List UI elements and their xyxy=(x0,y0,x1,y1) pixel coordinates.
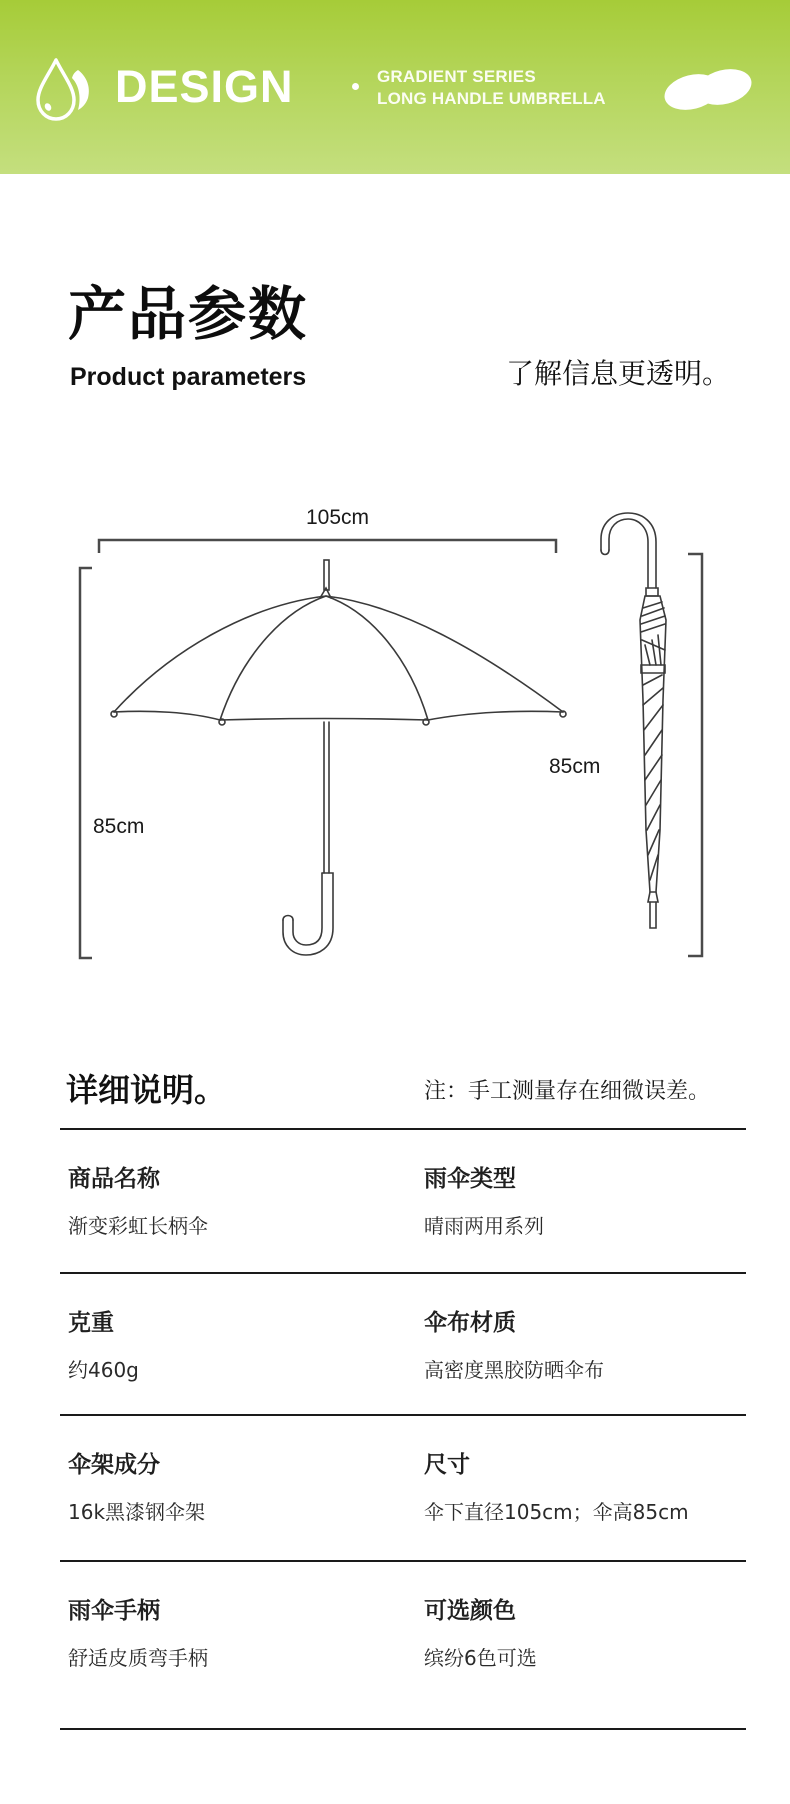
umbrella-diagram xyxy=(0,490,790,970)
series-line-2: LONG HANDLE UMBRELLA xyxy=(377,89,606,108)
spec-label: 克重 xyxy=(68,1310,114,1336)
spec-item-product-name xyxy=(68,1130,408,1274)
spec-row xyxy=(60,1416,746,1560)
spec-value: 16k黑漆钢伞架 xyxy=(68,1500,206,1524)
spec-value: 约460g xyxy=(68,1358,139,1382)
spec-item-fabric xyxy=(424,1274,764,1418)
height-bracket-left xyxy=(80,568,92,958)
divider xyxy=(60,1728,746,1730)
page-subtitle: Product parameters xyxy=(70,363,307,391)
details-title: 详细说明。 xyxy=(66,1071,227,1109)
width-label: 105cm xyxy=(306,506,370,529)
separator-dot xyxy=(352,83,359,90)
spec-label: 尺寸 xyxy=(424,1452,470,1478)
spec-row xyxy=(60,1130,746,1274)
spec-item-weight xyxy=(68,1274,408,1418)
spec-item-frame xyxy=(68,1416,408,1560)
spec-label: 伞布材质 xyxy=(424,1310,516,1336)
spec-value: 高密度黑胶防晒伞布 xyxy=(424,1358,604,1382)
brand-text: DESIGN xyxy=(115,61,294,112)
spec-label: 商品名称 xyxy=(68,1166,160,1192)
spec-item-handle xyxy=(68,1562,408,1706)
series-line-1: GRADIENT SERIES xyxy=(377,67,536,86)
spec-label: 雨伞手柄 xyxy=(68,1598,160,1624)
umbrella-illustration xyxy=(0,490,790,970)
spec-item-umbrella-type xyxy=(424,1130,764,1274)
height-bracket-right xyxy=(688,554,702,956)
open-umbrella xyxy=(111,560,566,955)
spec-item-colors xyxy=(424,1562,764,1706)
blob-icon xyxy=(662,66,754,112)
spec-item-size xyxy=(424,1416,764,1560)
spec-value: 舒适皮质弯手柄 xyxy=(68,1646,208,1670)
closed-umbrella xyxy=(601,513,666,928)
spec-row xyxy=(60,1562,746,1706)
header-banner xyxy=(0,0,790,174)
water-drop-icon xyxy=(34,56,96,122)
spec-label: 雨伞类型 xyxy=(424,1166,516,1192)
open-height-label: 85cm xyxy=(93,815,145,838)
slogan: 了解信息更透明。 xyxy=(506,357,731,390)
series-text xyxy=(377,66,606,110)
page-title: 产品参数 xyxy=(68,280,309,348)
spec-label: 伞架成分 xyxy=(68,1452,160,1478)
spec-label: 可选颜色 xyxy=(424,1598,516,1624)
spec-value: 缤纷6色可选 xyxy=(424,1646,537,1670)
details-note: 注：手工测量存在细微误差。 xyxy=(424,1079,711,1104)
spec-value: 渐变彩虹长柄伞 xyxy=(68,1214,208,1238)
spec-value: 晴雨两用系列 xyxy=(424,1214,544,1238)
width-bracket xyxy=(99,540,556,553)
spec-row xyxy=(60,1274,746,1418)
spec-value: 伞下直径105cm；伞高85cm xyxy=(424,1500,689,1524)
closed-height-label: 85cm xyxy=(549,755,601,778)
